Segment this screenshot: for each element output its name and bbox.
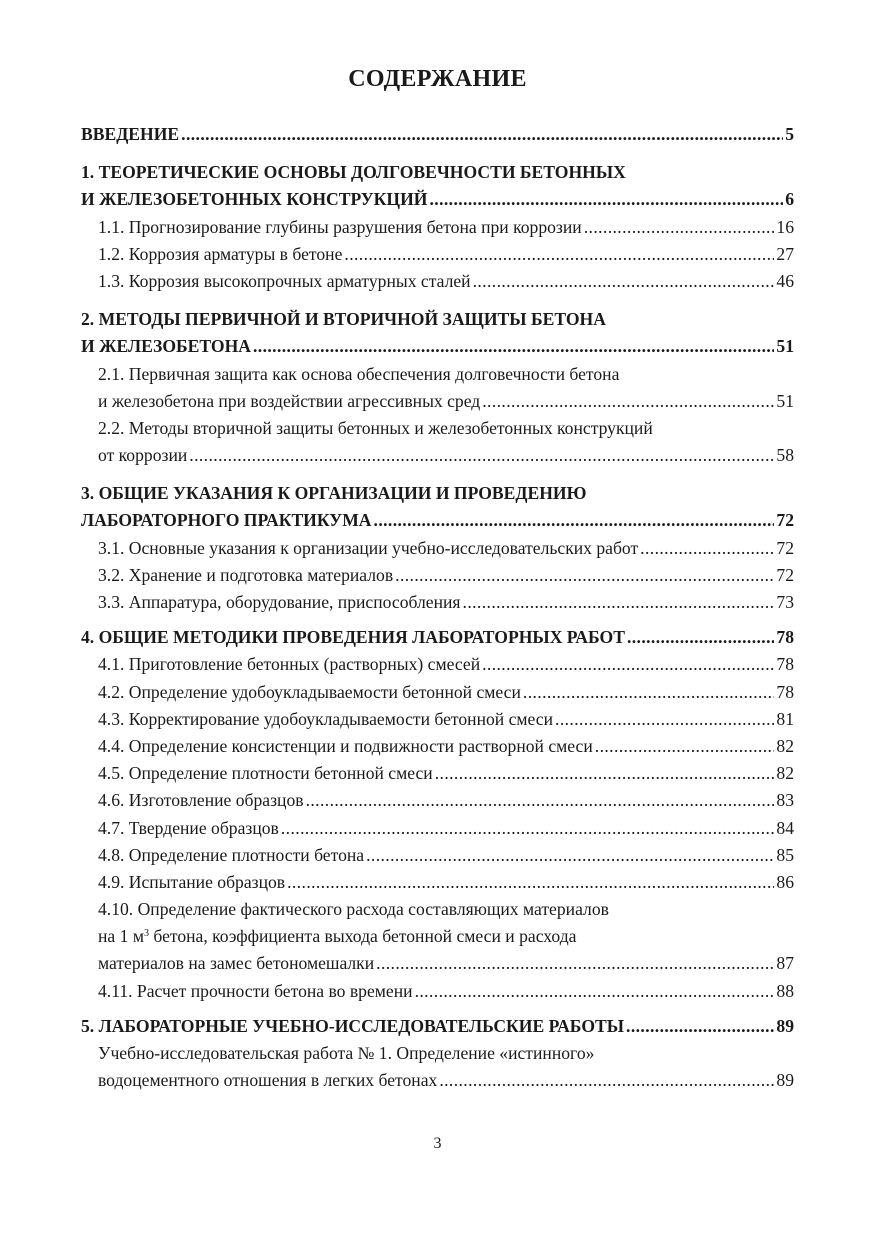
toc-page-number: 72 [776, 564, 794, 585]
toc-entry-label: 4.2. Определение удобоукладываемости бетонной смеси [98, 681, 521, 702]
toc-page-number: 72 [776, 510, 794, 531]
toc-page-number: 58 [776, 445, 794, 466]
toc-entry-4-10[interactable] [81, 896, 794, 923]
dot-leader [640, 535, 774, 562]
toc-section-4-heading[interactable] [81, 624, 794, 651]
toc-entry-label: 3.3. Аппаратура, оборудование, приспособления [98, 592, 461, 612]
toc-entry-5-work-1[interactable] [81, 1040, 794, 1067]
toc-entry-label: 4.6. Изготовление образцов [98, 790, 304, 811]
toc-entry-4-3[interactable] [81, 706, 794, 733]
dot-leader [429, 186, 783, 213]
toc-entry-label: 1. ТЕОРЕТИЧЕСКИЕ ОСНОВЫ ДОЛГОВЕЧНОСТИ БЕТОННЫХ [81, 162, 626, 183]
dot-leader [253, 333, 774, 360]
toc-page-number: 6 [785, 189, 794, 210]
dot-leader [439, 1067, 774, 1094]
page-title: СОДЕРЖАНИЕ [348, 66, 527, 92]
toc-page-number: 73 [776, 592, 794, 612]
toc-entry-label: 4.7. Твердение образцов [98, 817, 279, 838]
toc-entry-label: 1.2. Коррозия арматуры в бетоне [98, 243, 343, 264]
toc-entry-label: 4.1. Приготовление бетонных (растворных) смесей [98, 654, 481, 675]
toc-entry-label: 4. ОБЩИЕ МЕТОДИКИ ПРОВЕДЕНИЯ ЛАБОРАТОРНЫХ РАБОТ [81, 627, 625, 648]
toc-page-number: 82 [776, 763, 794, 784]
dot-leader [463, 589, 775, 616]
toc-entry-4-4[interactable] [81, 733, 794, 760]
toc-page-number: 78 [776, 627, 794, 648]
toc-text-part: бетона, коэффициента выхода бетонной смеси и расхода [148, 926, 577, 947]
dot-leader [523, 679, 775, 706]
dot-leader [627, 624, 774, 651]
dot-leader [435, 760, 775, 787]
toc-page-number: 51 [776, 390, 794, 411]
dot-leader [181, 121, 783, 148]
toc-page-number: 86 [776, 871, 794, 892]
toc-entry-4-7[interactable] [81, 815, 794, 842]
toc-entry-label: 2. МЕТОДЫ ПЕРВИЧНОЙ И ВТОРИЧНОЙ ЗАЩИТЫ БЕТОНА [81, 309, 606, 330]
toc-entry-2-1-cont[interactable] [81, 388, 794, 415]
toc-entry-4-10-cont[interactable] [81, 923, 794, 950]
toc-entry-4-6[interactable] [81, 787, 794, 814]
dot-leader [374, 507, 775, 534]
toc-page-number: 89 [776, 1070, 794, 1091]
toc-section-3-heading[interactable] [81, 480, 794, 507]
toc-section-2-heading[interactable] [81, 306, 794, 333]
toc-entry-2-2[interactable] [81, 415, 794, 442]
toc-entry-1-1[interactable] [81, 214, 794, 241]
toc-page-number: 89 [776, 1015, 794, 1036]
dot-leader [306, 787, 775, 814]
toc-entry-label: 4.8. Определение плотности бетона [98, 844, 365, 865]
dot-leader [344, 241, 774, 268]
toc-entry-label: 4.9. Испытание образцов [98, 871, 286, 892]
toc-page-number: 83 [776, 790, 794, 811]
toc-entry-label: материалов на замес бетономешалки [98, 953, 375, 974]
toc-page-number: 84 [776, 817, 794, 838]
dot-leader [626, 1013, 774, 1040]
toc-entry-label: 3.1. Основные указания к организации учебно-исследовательских работ [98, 537, 639, 558]
toc-page-number: 51 [776, 336, 794, 357]
table-of-contents [81, 121, 794, 1094]
dot-leader [584, 214, 775, 241]
toc-page-number: 78 [776, 654, 794, 675]
dot-leader [376, 950, 774, 977]
dot-leader [281, 815, 775, 842]
toc-entry-label: 2.1. Первичная защита как основа обеспечения долговечности бетона [98, 363, 620, 384]
toc-entry-5-work-1-cont[interactable] [81, 1067, 794, 1094]
toc-entry-label: 3.2. Хранение и подготовка материалов [98, 564, 394, 585]
toc-entry-label: Учебно-исследовательская работа № 1. Определение «истинного» [98, 1043, 595, 1063]
toc-entry-label: И ЖЕЛЕЗОБЕТОНА [81, 336, 251, 357]
toc-entry-label: И ЖЕЛЕЗОБЕТОННЫХ КОНСТРУКЦИЙ [81, 189, 428, 210]
toc-page-number: 27 [776, 243, 794, 264]
toc-page-number: 46 [776, 270, 794, 291]
dot-leader [482, 651, 774, 678]
toc-entry-2-1[interactable] [81, 361, 794, 388]
toc-entry-label: ВВЕДЕНИЕ [81, 124, 180, 144]
toc-entry-label: 4.3. Корректирование удобоукладываемости бетонной смеси [98, 708, 554, 729]
toc-entry-label: 1.3. Коррозия высокопрочных арматурных сталей [98, 270, 471, 291]
toc-page-number: 85 [776, 844, 794, 865]
dot-leader [482, 388, 774, 415]
toc-entry-4-2[interactable] [81, 679, 794, 706]
toc-page-number: 81 [776, 708, 794, 729]
toc-entry-label: 5. ЛАБОРАТОРНЫЕ УЧЕБНО-ИССЛЕДОВАТЕЛЬСКИЕ РАБОТЫ [81, 1015, 625, 1036]
dot-leader [189, 442, 774, 469]
toc-entry-4-8[interactable] [81, 842, 794, 869]
toc-page-number: 5 [785, 124, 794, 144]
dot-leader [287, 869, 774, 896]
dot-leader [415, 978, 775, 1005]
dot-leader [595, 733, 775, 760]
toc-entry-label: ЛАБОРАТОРНОГО ПРАКТИКУМА [81, 510, 372, 531]
toc-entry-label: 4.5. Определение плотности бетонной смеси [98, 763, 433, 784]
toc-section-5-heading[interactable] [81, 1013, 794, 1040]
toc-page-number: 87 [776, 953, 794, 974]
toc-entry-3-3[interactable] [81, 589, 794, 616]
toc-entry-label: от коррозии [98, 445, 188, 466]
dot-leader [366, 842, 774, 869]
dot-leader [555, 706, 774, 733]
toc-entry-4-9[interactable] [81, 869, 794, 896]
toc-entry-introduction[interactable] [81, 121, 794, 148]
superscript: 3 [143, 928, 149, 940]
toc-entry-1-2[interactable] [81, 241, 794, 268]
toc-entry-label: 1.1. Прогнозирование глубины разрушения бетона при коррозии [98, 216, 582, 237]
toc-entry-2-2-cont[interactable] [81, 442, 794, 469]
toc-entry-3-1[interactable] [81, 535, 794, 562]
toc-page-number: 72 [776, 537, 794, 558]
toc-section-2-heading-cont[interactable] [81, 333, 794, 360]
toc-section-1-heading-cont[interactable] [81, 186, 794, 213]
toc-page-number: 82 [776, 735, 794, 756]
toc-entry-1-3[interactable] [81, 268, 794, 295]
toc-entry-label: 2.2. Методы вторичной защиты бетонных и железобетонных конструкций [98, 417, 653, 438]
toc-entry-label: 4.4. Определение консистенции и подвижности растворной смеси [98, 735, 593, 756]
toc-entry-label: 4.11. Расчет прочности бетона во времени [98, 980, 413, 1001]
page-number: 3 [433, 1135, 442, 1152]
toc-entry-label: водоцементного отношения в легких бетонах [98, 1070, 438, 1091]
toc-section-1-heading[interactable] [81, 159, 794, 186]
toc-entry-4-11[interactable] [81, 978, 794, 1005]
toc-page-number: 88 [776, 980, 794, 1001]
toc-entry-label: и железобетона при воздействии агрессивных сред [98, 390, 481, 411]
toc-entry-3-2[interactable] [81, 562, 794, 589]
toc-entry-label: 3. ОБЩИЕ УКАЗАНИЯ К ОРГАНИЗАЦИИ И ПРОВЕДЕНИЮ [81, 483, 587, 504]
toc-entry-4-5[interactable] [81, 760, 794, 787]
toc-entry-4-10-end[interactable] [81, 950, 794, 977]
toc-entry-label [98, 923, 576, 950]
toc-page-number: 16 [776, 216, 794, 237]
dot-leader [473, 268, 775, 295]
toc-text-part: на 1 м [98, 926, 144, 947]
toc-entry-label: 4.10. Определение фактического расхода составляющих материалов [98, 899, 609, 920]
toc-section-3-heading-cont[interactable] [81, 507, 794, 534]
toc-entry-4-1[interactable] [81, 651, 794, 678]
toc-page-number: 78 [776, 681, 794, 702]
dot-leader [395, 562, 774, 589]
